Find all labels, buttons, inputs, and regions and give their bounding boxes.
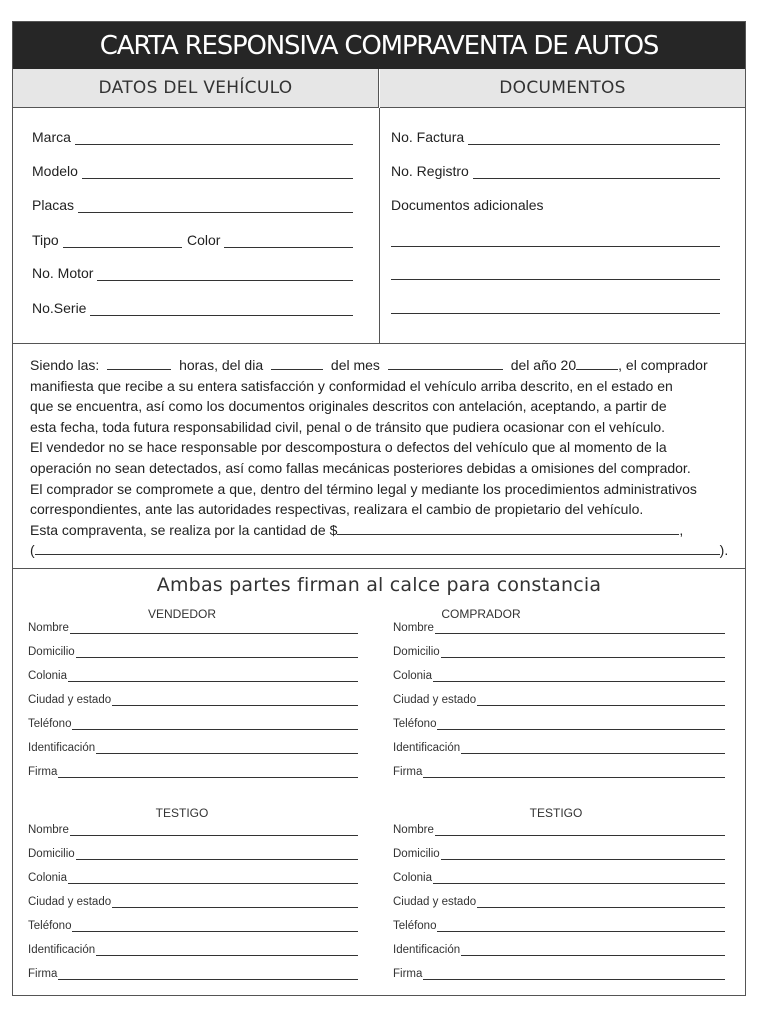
witness-1-heading: TESTIGO xyxy=(155,806,209,820)
buyer-identificacion-field[interactable] xyxy=(393,742,725,754)
amount-comma: , xyxy=(679,521,684,538)
seller-telefono-line[interactable] xyxy=(72,720,358,730)
motor-line[interactable] xyxy=(97,268,353,281)
color-line[interactable] xyxy=(224,235,353,248)
month-blank[interactable] xyxy=(388,357,503,370)
agreement-line-3: que se encuentra, así como los documentos originales descritos con antelación, aceptando, a partir de xyxy=(30,398,667,415)
marca-label: Marca xyxy=(32,129,71,145)
witness-2-ciudad-label: Ciudad y estado xyxy=(393,896,477,908)
column-divider xyxy=(379,108,380,343)
witness-1-firma-line[interactable] xyxy=(58,970,358,980)
serie-label: No.Serie xyxy=(32,300,87,316)
seller-identificacion-field[interactable] xyxy=(28,742,358,754)
agreement-text xyxy=(30,355,738,561)
seller-telefono-label: Teléfono xyxy=(28,718,72,730)
witness-2-firma-label: Firma xyxy=(393,968,423,980)
factura-line[interactable] xyxy=(468,132,720,145)
witness-2-firma-field[interactable] xyxy=(393,968,725,980)
serie-line[interactable] xyxy=(90,303,353,316)
buyer-nombre-field[interactable] xyxy=(393,622,725,634)
buyer-nombre-label: Nombre xyxy=(393,622,434,634)
buyer-colonia-line[interactable] xyxy=(433,672,725,682)
agreement-line-10 xyxy=(30,540,738,561)
color-field[interactable] xyxy=(187,232,353,248)
witness-1-domicilio-line[interactable] xyxy=(76,850,358,860)
witness-1-domicilio-field[interactable] xyxy=(28,848,358,860)
vehicle-data-header: DATOS DEL VEHÍCULO xyxy=(13,69,379,108)
witness-1-colonia-line[interactable] xyxy=(68,874,358,884)
modelo-field[interactable] xyxy=(32,163,353,179)
day-label: horas, del dia xyxy=(179,357,264,373)
tipo-label: Tipo xyxy=(32,232,59,248)
buyer-telefono-field[interactable] xyxy=(393,718,725,730)
seller-colonia-field[interactable] xyxy=(28,670,358,682)
factura-label: No. Factura xyxy=(391,129,465,145)
witness-2-domicilio-label: Domicilio xyxy=(393,848,440,860)
amount-label: Esta compraventa, se realiza por la cantidad de $ xyxy=(30,521,338,538)
tipo-field[interactable] xyxy=(32,232,182,248)
witness-1-ciudad-field[interactable] xyxy=(28,896,358,908)
witness-1-telefono-line[interactable] xyxy=(72,922,358,932)
agreement-line-7: El comprador se compromete a que, dentro del término legal y mediante los procedimientos administrativos xyxy=(30,480,697,497)
seller-domicilio-line[interactable] xyxy=(76,648,358,658)
registro-field[interactable] xyxy=(391,163,720,179)
witness-2-ciudad-field[interactable] xyxy=(393,896,725,908)
buyer-ciudad-field[interactable] xyxy=(393,694,725,706)
buyer-telefono-label: Teléfono xyxy=(393,718,437,730)
witness-1-nombre-line[interactable] xyxy=(70,826,358,836)
buyer-firma-label: Firma xyxy=(393,766,423,778)
factura-field[interactable] xyxy=(391,129,720,145)
placas-field[interactable] xyxy=(32,197,353,213)
form-title: CARTA RESPONSIVA COMPRAVENTA DE AUTOS xyxy=(13,22,745,69)
marca-line[interactable] xyxy=(75,132,353,145)
agreement-line-6: operación no sean detectados, así como fallas mecánicas posteriores debidas a omisiones del comprador. xyxy=(30,459,691,476)
witness-2-domicilio-line[interactable] xyxy=(441,850,725,860)
documents-line-1[interactable] xyxy=(391,246,720,247)
seller-ciudad-label: Ciudad y estado xyxy=(28,694,112,706)
year-blank[interactable] xyxy=(576,357,618,370)
seller-nombre-field[interactable] xyxy=(28,622,358,634)
seller-firma-line[interactable] xyxy=(58,768,358,778)
witness-1-telefono-field[interactable] xyxy=(28,920,358,932)
serie-field[interactable] xyxy=(32,300,353,316)
buyer-domicilio-label: Domicilio xyxy=(393,646,440,658)
documents-line-3[interactable] xyxy=(391,313,720,314)
amount-blank[interactable] xyxy=(337,522,679,535)
seller-nombre-label: Nombre xyxy=(28,622,69,634)
seller-telefono-field[interactable] xyxy=(28,718,358,730)
witness-2-nombre-line[interactable] xyxy=(435,826,725,836)
day-blank[interactable] xyxy=(271,357,323,370)
witness-2-nombre-label: Nombre xyxy=(393,824,434,836)
witness-2-domicilio-field[interactable] xyxy=(393,848,725,860)
adicionales-label: Documentos adicionales xyxy=(391,197,544,213)
placas-line[interactable] xyxy=(78,200,353,213)
amount-words-close: ). xyxy=(719,542,729,559)
witness-1-identificacion-field[interactable] xyxy=(28,944,358,956)
agreement-line-9 xyxy=(30,520,738,541)
seller-colonia-label: Colonia xyxy=(28,670,67,682)
seller-firma-label: Firma xyxy=(28,766,58,778)
witness-1-colonia-field[interactable] xyxy=(28,872,358,884)
buyer-firma-field[interactable] xyxy=(393,766,725,778)
buyer-colonia-field[interactable] xyxy=(393,670,725,682)
witness-2-heading: TESTIGO xyxy=(529,806,583,820)
motor-label: No. Motor xyxy=(32,265,94,281)
documents-line-2[interactable] xyxy=(391,279,720,280)
seller-domicilio-label: Domicilio xyxy=(28,646,75,658)
seller-identificacion-label: Identificación xyxy=(28,742,96,754)
witness-1-domicilio-label: Domicilio xyxy=(28,848,75,860)
motor-field[interactable] xyxy=(32,265,353,281)
section-divider-2 xyxy=(13,568,745,569)
witness-2-nombre-field[interactable] xyxy=(393,824,725,836)
placas-label: Placas xyxy=(32,197,75,213)
seller-domicilio-field[interactable] xyxy=(28,646,358,658)
witness-2-colonia-line[interactable] xyxy=(433,874,725,884)
agreement-line-4: esta fecha, toda futura responsabilidad civil, penal o de tránsito que pudiera ocasionar con el vehículo. xyxy=(30,418,666,435)
tipo-line[interactable] xyxy=(63,235,182,248)
buyer-identificacion-line[interactable] xyxy=(461,744,725,754)
agreement-line-8: correspondientes, ante las autoridades respectivas, realizara el cambio de propietario del vehículo. xyxy=(30,501,644,518)
hour-blank[interactable] xyxy=(107,357,171,370)
adicionales-field xyxy=(391,197,720,213)
year-label: del año 20 xyxy=(510,357,577,373)
seller-nombre-line[interactable] xyxy=(70,624,358,634)
registro-label: No. Registro xyxy=(391,163,469,179)
witness-2-firma-line[interactable] xyxy=(423,970,725,980)
sales-letter-form xyxy=(12,21,746,996)
witness-1-nombre-label: Nombre xyxy=(28,824,69,836)
buyer-domicilio-line[interactable] xyxy=(441,648,725,658)
modelo-line[interactable] xyxy=(82,166,353,179)
seller-colonia-line[interactable] xyxy=(68,672,358,682)
witness-2-identificacion-line[interactable] xyxy=(461,946,725,956)
buyer-identificacion-label: Identificación xyxy=(393,742,461,754)
witness-2-identificacion-field[interactable] xyxy=(393,944,725,956)
buyer-firma-line[interactable] xyxy=(423,768,725,778)
seller-firma-field[interactable] xyxy=(28,766,358,778)
buyer-text: , el comprador xyxy=(618,357,708,373)
buyer-colonia-label: Colonia xyxy=(393,670,432,682)
marca-field[interactable] xyxy=(32,129,353,145)
registro-line[interactable] xyxy=(473,166,720,179)
witness-1-colonia-label: Colonia xyxy=(28,872,67,884)
buyer-heading: COMPRADOR xyxy=(441,607,521,621)
buyer-ciudad-line[interactable] xyxy=(477,696,725,706)
witness-1-ciudad-label: Ciudad y estado xyxy=(28,896,112,908)
color-label: Color xyxy=(187,232,221,248)
witness-1-firma-label: Firma xyxy=(28,968,58,980)
witness-2-telefono-field[interactable] xyxy=(393,920,725,932)
documents-header: DOCUMENTOS xyxy=(380,69,745,108)
witness-1-ciudad-line[interactable] xyxy=(112,898,358,908)
buyer-domicilio-field[interactable] xyxy=(393,646,725,658)
agreement-line-2: manifiesta que recibe a su entera satisfacción y conformidad el vehículo arriba descrito, en el estado en xyxy=(30,377,673,394)
witness-2-identificacion-label: Identificación xyxy=(393,944,461,956)
amount-words-blank[interactable] xyxy=(35,542,720,555)
agreement-line-5: El vendedor no se hace responsable por descompostura o defectos del vehículo que al momento de la xyxy=(30,439,667,456)
witness-1-identificacion-label: Identificación xyxy=(28,944,96,956)
signatures-title: Ambas partes firman al calce para constancia xyxy=(156,574,602,596)
seller-ciudad-line[interactable] xyxy=(112,696,358,706)
witness-1-telefono-label: Teléfono xyxy=(28,920,72,932)
hour-label: Siendo las: xyxy=(30,357,100,373)
section-divider-1 xyxy=(13,343,745,344)
witness-2-ciudad-line[interactable] xyxy=(477,898,725,908)
buyer-telefono-line[interactable] xyxy=(437,720,725,730)
seller-identificacion-line[interactable] xyxy=(96,744,358,754)
amount-words-open: ( xyxy=(30,542,35,559)
witness-2-colonia-label: Colonia xyxy=(393,872,432,884)
witness-2-telefono-label: Teléfono xyxy=(393,920,437,932)
month-label: del mes xyxy=(330,357,380,373)
witness-2-colonia-field[interactable] xyxy=(393,872,725,884)
witness-1-firma-field[interactable] xyxy=(28,968,358,980)
witness-1-nombre-field[interactable] xyxy=(28,824,358,836)
seller-ciudad-field[interactable] xyxy=(28,694,358,706)
buyer-ciudad-label: Ciudad y estado xyxy=(393,694,477,706)
witness-1-identificacion-line[interactable] xyxy=(96,946,358,956)
agreement-line-1 xyxy=(30,355,738,376)
buyer-nombre-line[interactable] xyxy=(435,624,725,634)
witness-2-telefono-line[interactable] xyxy=(437,922,725,932)
modelo-label: Modelo xyxy=(32,163,78,179)
seller-heading: VENDEDOR xyxy=(147,607,216,621)
